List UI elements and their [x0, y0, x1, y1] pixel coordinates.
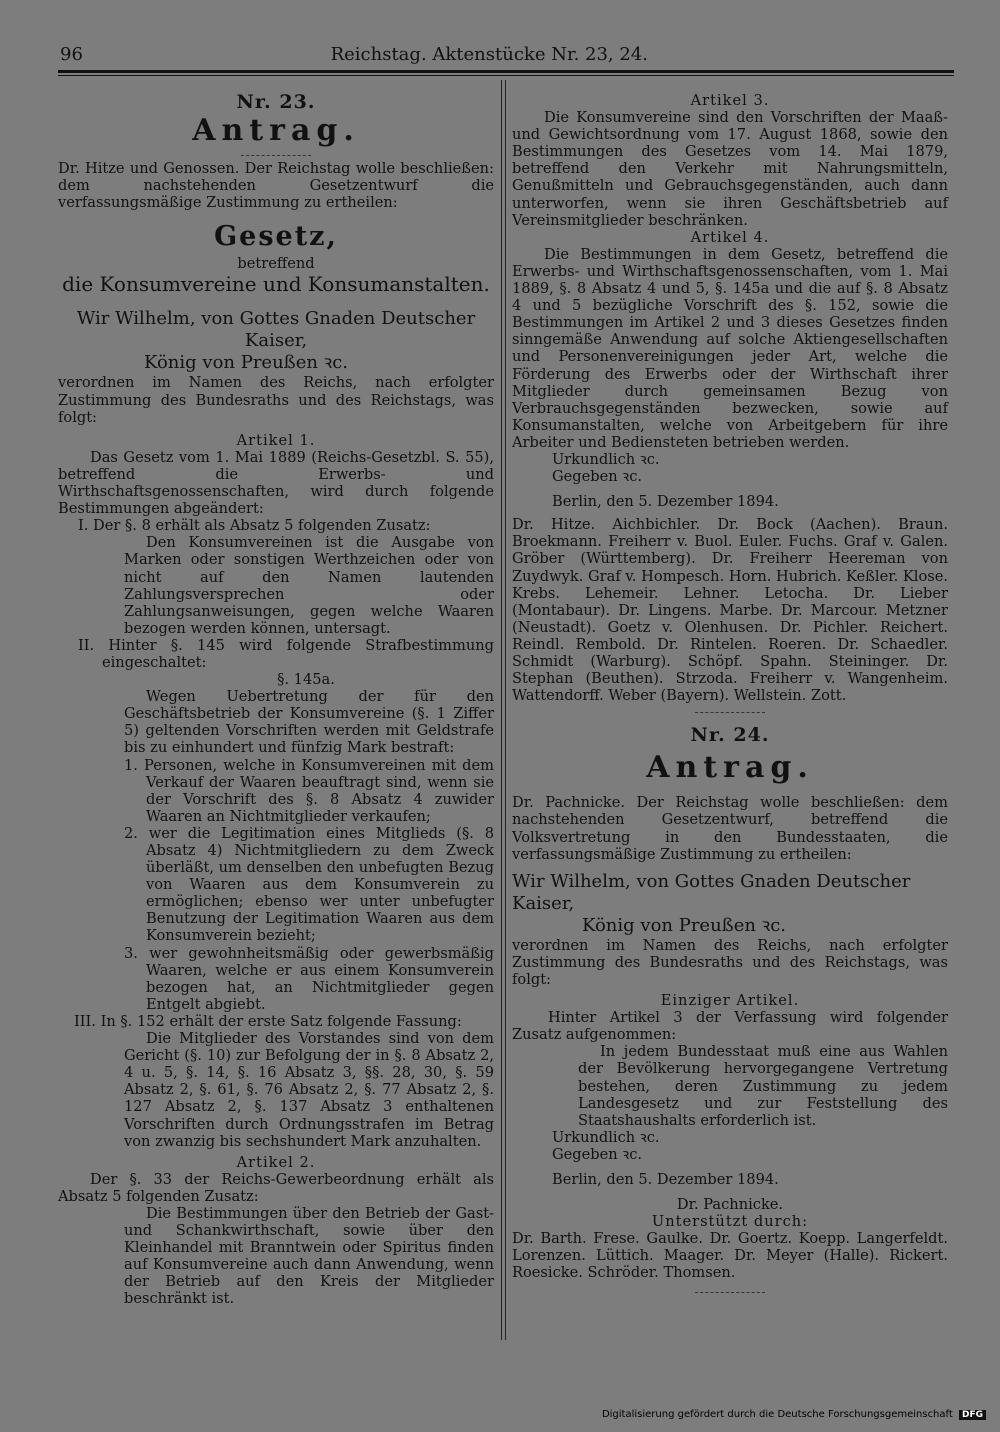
enactment-formula: Wir Wilhelm, von Gottes Gnaden Deutscher Kaiser,	[512, 870, 911, 914]
antrag-heading: Antrag.	[646, 750, 814, 786]
article-text: Der §. 33 der Reichs-Gewerbeordnung erhält als Absatz 5 folgenden Zusatz:	[58, 1170, 494, 1205]
article-heading: Einziger Artikel.	[660, 992, 800, 1010]
document-number: Nr. 24.	[690, 724, 770, 747]
closing-formula: Urkundlich ꝛc.	[552, 450, 660, 468]
quoted-provision: Die Mitglieder des Vorstandes sind von dem Gericht (§. 10) zur Befolgung der in §. 8 Absatz 2, 4 u. 5, §. 14, §. 16 Absatz 3, §§. 28, 30, §. 59 Absatz 2, §. 61, §. 76 Absatz 2, §. 77 Absatz 2, §. 127 Absatz 2, §. 137 Absatz 3 enthaltenen Vorschriften durch Ordnungsstrafen im Betrag von zwanzig bis sechshundert Mark anzuhalten.	[124, 1030, 494, 1150]
signer: Dr. Pachnicke.	[676, 1196, 784, 1214]
divider	[241, 155, 311, 156]
penalty-item: 1. Personen, welche in Konsumvereinen mit dem Verkauf der Waaren beauftragt sind, wenn sie der Vorschrift des §. 8 Absatz 4 zuwider Waaren an Nichtmitglieder verkaufen;	[124, 756, 494, 825]
column-divider	[501, 80, 502, 1340]
footer-credit	[602, 1409, 986, 1420]
motion-intro: Dr. Pachnicke. Der Reichstag wolle beschließen: dem nachstehenden Gesetzentwurf, betreffend die Volksvertretung in den Bundesstaaten, die verfassungsmäßige Zustimmung zu ertheilen:	[512, 794, 948, 863]
divider	[695, 1292, 765, 1293]
quoted-provision: Die Bestimmungen über den Betrieb der Gast- und Schankwirthschaft, sowie über den Kleinhandel mit Branntwein oder Spiritus finden auf Konsumvereine auch dann Anwendung, wenn der Betrieb auf den Kreis der Mitglieder beschränkt ist.	[124, 1204, 494, 1308]
amendment-item: III. In §. 152 erhält der erste Satz folgende Fassung:	[74, 1012, 462, 1030]
date-line: Berlin, den 5. Dezember 1894.	[552, 1170, 779, 1188]
article-heading: Artikel 2.	[236, 1153, 316, 1171]
closing-formula: Gegeben ꝛc.	[552, 1145, 643, 1163]
funding-note: Digitalisierung gefördert durch die Deutsche Forschungsgemeinschaft	[601, 1409, 953, 1420]
closing-formula: Urkundlich ꝛc.	[552, 1128, 660, 1146]
column-divider-2	[505, 80, 506, 1340]
gesetz-heading: Gesetz,	[214, 221, 338, 253]
document-number: Nr. 23.	[236, 91, 316, 113]
article-heading: Artikel 4.	[690, 228, 770, 246]
article-text: Die Konsumvereine sind den Vorschriften der Maaß- und Gewichtsordnung vom 17. August 1868, sowie den Bestimmungen des Gesetzes vom 14. Mai 1879, betreffend den Verkehr mit Nahrungsmitteln, Genußmitteln und Gebrauchsgegenständen, auch dann unterworfen, wenn sie ihren Geschäftsbetrieb auf Vereinsmitglieder beschränken.	[512, 109, 948, 229]
enactment-formula-2: König von Preußen ꝛc.	[582, 914, 787, 936]
article-text: Die Bestimmungen in dem Gesetz, betreffend die Erwerbs- und Wirthschaftsgenossenschaften, vom 1. Mai 1889, §. 8 Absatz 4 und 5, §. 145a und die auf §. 8 Absatz 4 und 5 bezügliche Vorschrift des §. 152, sowie die Bestimmungen im Artikel 2 und 3 dieses Gesetzes finden sinngemäße Anwendung auf solche Aktiengesellschaften und Personenvereinigungen jeder Art, welche die Förderung des Erwerbs oder der Wirthschaft ihrer Mitglieder durch gemeinsamen Bezug von Verbrauchsgegenständen bezwecken, sowie auf Konsumanstalten, welche von Arbeitgebern für ihre Arbeiter und Bediensteten betrieben werden.	[512, 245, 948, 451]
left-column	[58, 92, 494, 1308]
quoted-provision: In jedem Bundesstaat muß eine aus Wahlen der Bevölkerung hervorgegangene Vertretung bestehen, deren Zustimmung zu jedem Landesgesetz und zur Feststellung des Staatshaushalts erforderlich ist.	[578, 1043, 948, 1129]
article-text: Hinter Artikel 3 der Verfassung wird folgender Zusatz aufgenommen:	[512, 1009, 948, 1044]
page-header	[58, 40, 954, 70]
motion-intro: Dr. Hitze und Genossen. Der Reichstag wolle beschließen: dem nachstehenden Gesetzentwurf die verfassungsmäßige Zustimmung zu ertheilen:	[58, 160, 494, 212]
article-text: Das Gesetz vom 1. Mai 1889 (Reichs-Gesetzbl. S. 55), betreffend die Erwerbs- und Wirthschaftsgenossenschaften, wird durch folgende Bestimmungen abgeändert:	[58, 448, 494, 518]
supporters: Dr. Barth. Frese. Gaulke. Dr. Goertz. Koepp. Langerfeldt. Lorenzen. Lüttich. Maager. Dr. Meyer (Halle). Rickert. Roesicke. Schröder. Thomsen.	[512, 1230, 948, 1282]
right-column	[512, 92, 948, 1297]
page-number: 96	[60, 44, 83, 65]
penalty-item: 2. wer die Legitimation eines Mitglieds (§. 8 Absatz 4) Nichtmitgliedern zu dem Zweck überläßt, um denselben den unbefugten Bezug von Waaren aus dem Konsumverein zu ermöglichen; ebenso wer unter unbefugter Benutzung der Legitimation Waaren aus dem Konsumverein bezieht;	[124, 824, 494, 945]
signatories: Dr. Hitze. Aichbichler. Dr. Bock (Aachen). Braun. Broekmann. Freiherr v. Buol. Euler. Fuchs. Graf v. Galen. Gröber (Württemberg). Dr. Freiherr Heereman von Zuydwyk. Graf v. Hompesch. Horn. Hubrich. Keßler. Klose. Krebs. Lehemeir. Lehner. Letocha. Dr. Lieber (Montabaur). Dr. Lingens. Marbe. Dr. Marcour. Metzner (Neustadt). Goetz v. Olenhusen. Dr. Pichler. Reichert. Reindl. Rembold. Dr. Rintelen. Roeren. Dr. Schaedler. Schmidt (Warburg). Schöpf. Spahn. Steininger. Dr. Stephan (Beuthen). Strzoda. Freiherr v. Wangenheim. Wattendorff. Weber (Bayern). Wellstein. Zott.	[512, 516, 948, 705]
amendment-item: I. Der §. 8 erhält als Absatz 5 folgenden Zusatz:	[78, 517, 431, 535]
divider	[695, 712, 765, 713]
header-rule-thin	[58, 75, 954, 76]
supported-label: Unterstützt durch:	[651, 1213, 809, 1231]
article-heading: Artikel 3.	[690, 92, 770, 109]
running-title: Reichstag. Aktenstücke Nr. 23, 24.	[330, 44, 648, 65]
penalty-item: 3. wer gewohnheitsmäßig oder gewerbsmäßig Waaren, welche er aus einem Konsumverein bezogen hat, an Nichtmitglieder gegen Entgelt abgiebt.	[124, 944, 494, 1013]
amendment-item: II. Hinter §. 145 wird folgende Strafbestimmung eingeschaltet:	[78, 636, 494, 671]
section-heading: §. 145a.	[277, 671, 335, 689]
article-heading: Artikel 1.	[236, 431, 316, 449]
antrag-heading: Antrag.	[192, 113, 360, 149]
date-line: Berlin, den 5. Dezember 1894.	[552, 493, 779, 511]
verordnen-text: verordnen im Namen des Reichs, nach erfolgter Zustimmung des Bundesraths und des Reichstags, was folgt:	[58, 374, 494, 426]
betreffend-label: betreffend	[237, 255, 315, 273]
quoted-provision: Den Konsumvereinen ist die Ausgabe von Marken oder sonstigen Werthzeichen oder von nicht auf den Namen lautenden Zahlungsversprechen oder Zahlungsanweisungen, gegen welche Waaren bezogen werden können, untersagt.	[124, 534, 494, 637]
dfg-logo: DFG	[959, 1410, 986, 1420]
closing-formula: Gegeben ꝛc.	[552, 468, 643, 486]
enactment-formula-2: König von Preußen ꝛc.	[144, 352, 349, 374]
verordnen-text: verordnen im Namen des Reichs, nach erfolgter Zustimmung des Bundesraths und des Reichstags, was folgt:	[512, 936, 948, 988]
enactment-formula: Wir Wilhelm, von Gottes Gnaden Deutscher Kaiser,	[76, 308, 476, 352]
header-rule	[58, 70, 954, 73]
law-subject: die Konsumvereine und Konsumanstalten.	[62, 272, 490, 297]
section-text: Wegen Uebertretung der für den Geschäftsbetrieb der Konsumvereine (§. 1 Ziffer 5) geltenden Vorschriften werden mit Geldstrafe bis zu einhundert und fünfzig Mark bestraft:	[124, 688, 494, 757]
